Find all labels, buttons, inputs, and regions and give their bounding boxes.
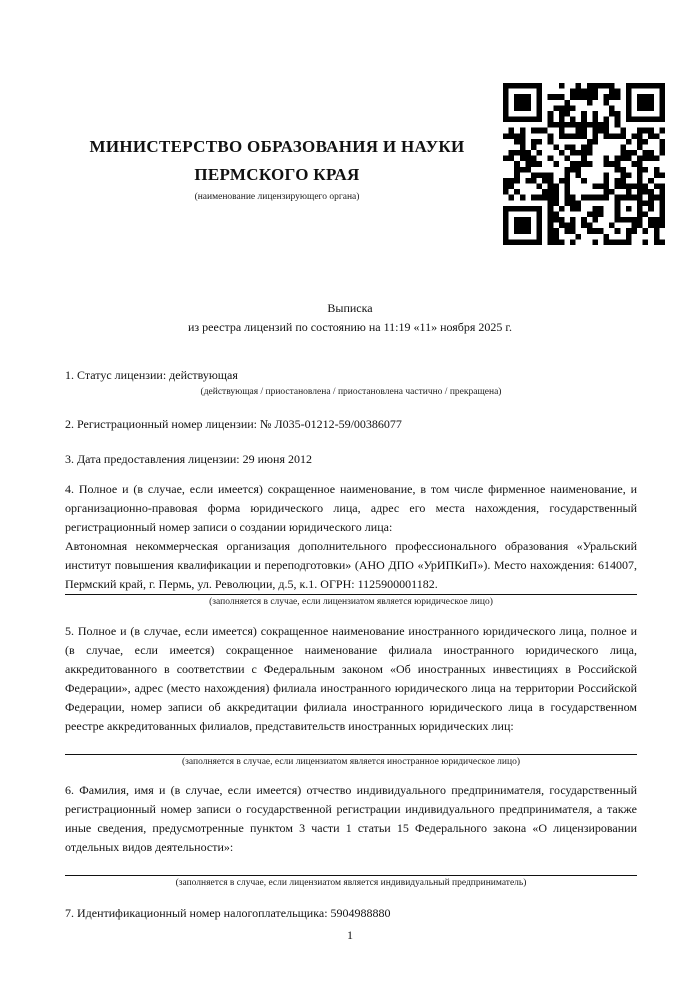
taxpayer-number-text: 7. Идентификационный номер налогоплательщика: 5904988880	[65, 906, 391, 920]
license-status-text: 1. Статус лицензии: действующая	[65, 368, 238, 382]
foreign-entity-caption: (заполняется в случае, если лицензиатом является иностранное юридическое лицо)	[182, 757, 520, 767]
item-legal-entity	[65, 480, 637, 609]
individual-entrepreneur-label: 6. Фамилия, имя и (в случае, если имеется) отчество индивидуального предпринимателя, государственный регистрационный номер записи о государственной регистрации индивидуального предпринимателя, а также иные сведения, предусмотренные пунктом 3 части 1 статьи 15 Федерального закона «О лицензировании отдельных видов деятельности»:	[65, 783, 637, 854]
license-date-text: 3. Дата предоставления лицензии: 29 июня 2012	[65, 452, 312, 466]
document-title-line2: из реестра лицензий по состоянию на 11:19 «11» ноября 2025 г.	[188, 320, 512, 334]
item-individual-entrepreneur	[65, 781, 637, 890]
legal-entity-label: 4. Полное и (в случае, если имеется) сокращенное наименование, в том числе фирменное наименование, и организационно-правовая форма юридического лица, адрес его места нахождения, государственный регистрационный номер записи о создании юридического лица:	[65, 482, 637, 534]
issuing-authority-caption: (наименование лицензирующего органа)	[194, 192, 360, 202]
foreign-entity-label: 5. Полное и (в случае, если имеется) сокращенное наименование иностранного юридического лица, полное и (в случае, если имеется) сокращенное наименование филиала иностранного юридического лица, аккредитованного в соответствии с Федеральным законом «Об иностранных инвестициях в Российской Федерации», адрес (место нахождения) филиала иностранного юридического лица на территории Российской Федерации, номер записи об аккредитации филиала иностранного юридического лица в государственном реестре аккредитованных филиалов, представительств иностранных юридических лиц:	[65, 624, 637, 733]
license-status-caption: (действующая / приостановлена / приостановлена частично / прекращена)	[200, 387, 502, 397]
item-foreign-entity	[65, 622, 637, 769]
item-license-status	[65, 366, 637, 399]
document-body	[65, 366, 637, 937]
ministry-name-line1: МИНИСТЕРСТВО ОБРАЗОВАНИЯ И НАУКИ	[89, 137, 465, 156]
ministry-name-line2: ПЕРМСКОГО КРАЯ	[194, 165, 360, 184]
item-taxpayer-number	[65, 904, 637, 923]
document-title-line1: Выписка	[327, 301, 373, 315]
item-registration-number	[65, 415, 637, 434]
qr-code	[503, 83, 665, 245]
item-license-date	[65, 450, 637, 469]
registration-number-text: 2. Регистрационный номер лицензии: № Л035-01212-59/00386077	[65, 417, 402, 431]
legal-entity-caption: (заполняется в случае, если лицензиатом является юридическое лицо)	[209, 597, 493, 607]
individual-entrepreneur-caption: (заполняется в случае, если лицензиатом является индивидуальный предприниматель)	[175, 878, 527, 888]
document-title	[64, 299, 636, 337]
page-number: 1	[347, 928, 353, 942]
legal-entity-value: Автономная некоммерческая организация дополнительного профессионального образования «Уральский институт повышения квалификации и переподготовки» (АНО ДПО «УрИПКиП»). Место нахождения: 614007, Пермский край, г. Пермь, ул. Революции, д.5, к.1. ОГРН: 1125900001182.	[65, 539, 637, 591]
issuing-authority-header	[62, 133, 492, 202]
